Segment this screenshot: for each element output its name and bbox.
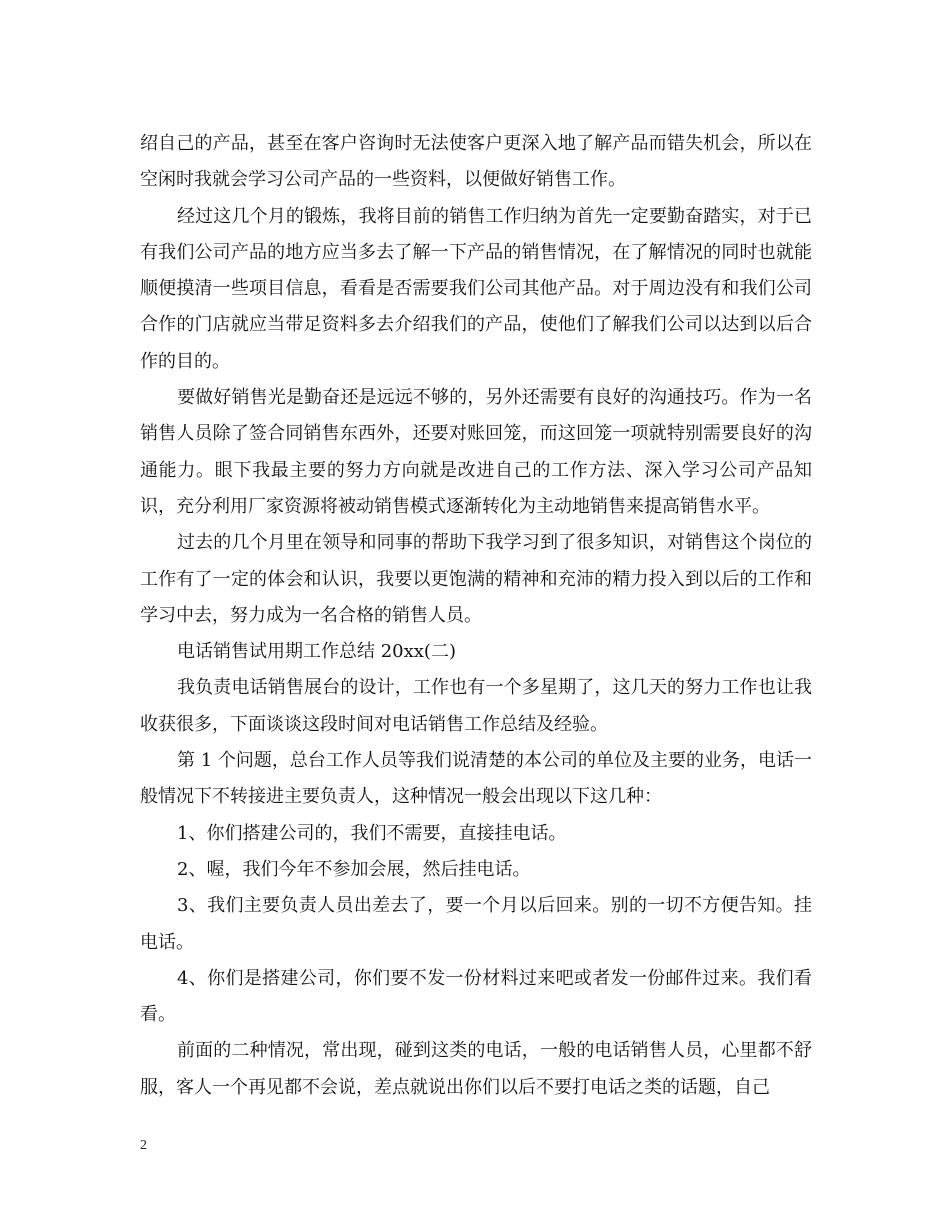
list-item: 2、喔，我们今年不参加会展，然后挂电话。 bbox=[177, 858, 531, 880]
page-number: 2 bbox=[140, 1138, 147, 1153]
document-body bbox=[140, 126, 812, 1106]
section-heading: 电话销售试用期工作总结 20xx(二) bbox=[177, 641, 456, 663]
paragraph: 要做好销售光是勤奋还是远远不够的，另外还需要有良好的沟通技巧。作为一名销售人员除了签合同销售东西外，还要对账回笼，而这回笼一项就特别需要良好的沟通能力。眼下我最主要的努力方向就是改进自己的工作方法、深入学习公司产品知识，充分利用厂家资源将被动销售模式逐渐转化为主动地销售来提高销售水平。 bbox=[140, 387, 812, 517]
paragraph: 我负责电话销售展台的设计，工作也有一个多星期了，这几天的努力工作也让我收获很多，下面谈谈这段时间对电话销售工作总结及经验。 bbox=[140, 677, 812, 735]
paragraph: 过去的几个月里在领导和同事的帮助下我学习到了很多知识，对销售这个岗位的工作有了一定的体会和认识，我要以更饱满的精神和充沛的精力投入到以后的工作和学习中去，努力成为一名合格的销售人员。 bbox=[140, 532, 812, 626]
list-item: 4、你们是搭建公司，你们要不发一份材料过来吧或者发一份邮件过来。我们看看。 bbox=[140, 967, 812, 1026]
paragraph: 第 1 个问题，总台工作人员等我们说清楚的本公司的单位及主要的业务，电话一般情况下不转接进主要负责人，这种情况一般会出现以下这几种： bbox=[140, 750, 812, 808]
paragraph: 前面的二种情况，常出现，碰到这类的电话，一般的电话销售人员，心里都不舒服，客人一个再见都不会说，差点就说出你们以后不要打电话之类的话题，自己 bbox=[140, 1040, 812, 1098]
paragraph: 经过这几个月的锻炼，我将目前的销售工作归纳为首先一定要勤奋踏实，对于已有我们公司产品的地方应当多去了解一下产品的销售情况，在了解情况的同时也就能顺便摸清一些项目信息，看看是否需要我们公司其他产品。对于周边没有和我们公司合作的门店就应当带足资料多去介绍我们的产品，使他们了解我们公司以达到以后合作的目的。 bbox=[140, 205, 812, 372]
paragraph: 绍自己的产品，甚至在客户咨询时无法使客户更深入地了解产品而错失机会，所以在空闲时我就会学习公司产品的一些资料，以便做好销售工作。 bbox=[140, 133, 812, 191]
list-item: 1、你们搭建公司的，我们不需要，直接挂电话。 bbox=[177, 822, 567, 844]
list-item: 3、我们主要负责人员出差去了，要一个月以后回来。别的一切不方便告知。挂电话。 bbox=[140, 895, 812, 953]
